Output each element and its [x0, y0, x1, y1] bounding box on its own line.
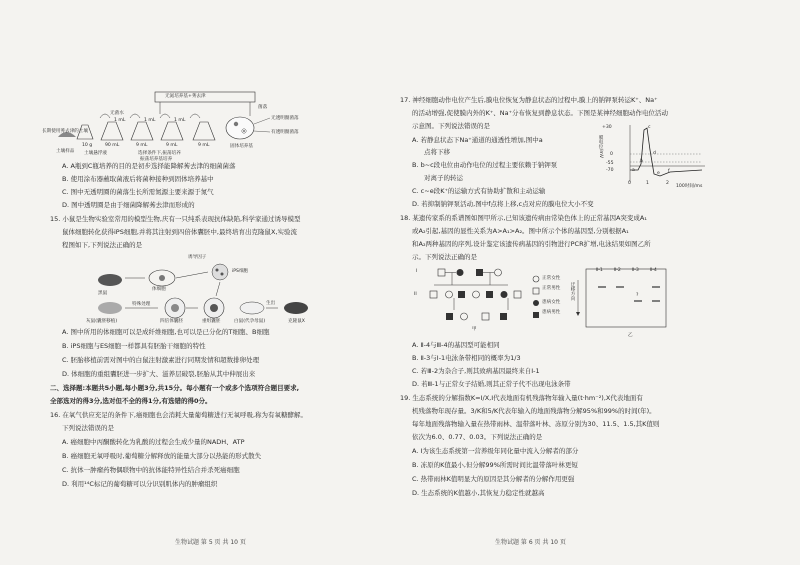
- q17-option-c: C. c~e段K⁺的运输方式有协助扩散和主动运输: [412, 187, 546, 195]
- suspension-label: 土壤悬浮液: [84, 151, 107, 156]
- water-label: 无菌水: [110, 111, 124, 116]
- section-2-heading-2: 全部选对的得3分,选对但不全的得1分,有选错的得0分。: [50, 397, 212, 405]
- q17-option-a-2: 点将下移: [424, 148, 450, 156]
- q14-option-b: B. 使用涂布器蘸取菌液后将菌种接种到固体培养基中: [62, 175, 214, 183]
- q15-option-c: C. 胚胎移植前需对图中的白鼠注射激素进行同期发情和超数排卵处理: [62, 356, 260, 364]
- gel-lane-3: Ⅱ-3: [632, 268, 639, 273]
- gray-mouse-label: 灰鼠(囊胚移植): [86, 319, 118, 324]
- legend-normal-male: 正常男性: [542, 286, 561, 291]
- tetraploid-label: 四倍体囊胚: [160, 319, 183, 324]
- legend-normal-female: 正常女性: [542, 276, 561, 281]
- dilution-2: 1 mL: [144, 118, 156, 123]
- q19-stem-1: 19. 生态系统的分解指数K=I/X,I代表地面有机残落物年输入量(t·hm⁻²),X代表地面有: [400, 394, 643, 402]
- q17-xtick-1: 1: [646, 181, 649, 186]
- q16-stem-2: 下列说法错误的是: [62, 424, 114, 432]
- q19-stem-3: 每年地面残落物输入量在热带雨林、温带落叶林、冻原分别为30、11.5、1.5,其K值则: [412, 420, 660, 428]
- q17-ylabel: 膜电位/mV: [598, 135, 603, 158]
- ips-label: iPS细胞: [232, 269, 249, 274]
- black-mouse-label: 黑鼠: [98, 291, 108, 296]
- inducer-label: 诱导因子: [188, 255, 207, 260]
- q17-point-e: e: [657, 171, 660, 176]
- q18-option-b: B. Ⅱ-3与Ⅰ-1电泳条带相同的概率为1/3: [412, 354, 521, 362]
- q17-ytick-0: 0: [610, 152, 613, 157]
- q17-point-d: d: [653, 151, 656, 156]
- q17-ytick-70: -70: [606, 168, 614, 173]
- q15-option-b: B. iPS细胞与ES细胞一样都具有胚胎干细胞的特性: [62, 342, 206, 350]
- vol-5: 9 mL: [198, 143, 210, 148]
- no-halo-label: 无透明圈菌落: [271, 116, 299, 121]
- page-6: [400, 0, 800, 565]
- surrogate-label: 白鼠(代孕母鼠): [234, 319, 266, 324]
- recombinant-label: 重组囊胚: [202, 319, 221, 324]
- q16-stem-1: 16. 在氧气供应充足的条件下,癌细胞也会消耗大量葡萄糖进行无氧呼吸,称为有氧糖酵解。: [50, 411, 308, 419]
- q18-stem-1: 18. 某遗传家系的系谱图如图甲所示,已知该遗传病由常染色体上的正常基因A突变成A₁: [400, 214, 647, 222]
- special-treat-label: 特殊处理: [132, 302, 151, 307]
- q15-option-d: D. 体细胞的重组囊胚进一步扩大、滋养层破裂,胚胎从其中伸展出来: [62, 370, 256, 378]
- page-footer-right: 生物试题 第 6 页 共 10 页: [495, 539, 566, 546]
- medium-label: 无氮培养基+莠去津: [165, 94, 206, 99]
- q18-option-c: C. 若Ⅲ-2为杂合子,则其致病基因最终来自Ⅰ-1: [412, 367, 540, 375]
- q16-option-c: C. 抗体一肿瘤药物偶联物中的抗体能特异性结合并杀死癌细胞: [62, 466, 240, 474]
- gen-i-label: I: [416, 269, 418, 274]
- q17-option-d: D. 若抑制钠钾泵活动,图中f点将上移,c点对应的膜电位大小不变: [412, 200, 594, 208]
- legend-affected-female: 患病女性: [542, 300, 561, 305]
- soil-label: 长期使用莠去津的土壤: [42, 129, 88, 134]
- vol-4: 9 mL: [166, 143, 178, 148]
- legend-affected-male: 患病男性: [542, 310, 561, 315]
- q16-option-a: A. 癌细胞中丙酮酸转化为乳酸的过程会生成少量的NADH、ATP: [62, 438, 245, 446]
- q19-option-c: C. 热带雨林K值明显大的原因是其分解者的分解作用更强: [412, 475, 575, 483]
- q18-option-d: D. 若Ⅲ-1与正常女子结婚,则其正常子代不出现电泳条带: [412, 380, 571, 388]
- q15-stem-3: 程图如下,下列说法正确的是: [62, 241, 143, 249]
- q17-point-f: f: [668, 169, 670, 174]
- q14-option-d: D. 图中透明圈是由于细菌降解莠去津而形成的: [62, 201, 195, 209]
- colony-label: 菌落: [258, 105, 268, 110]
- q17-ytick-55: -55: [606, 161, 614, 166]
- dilution-3: 1 mL: [174, 118, 186, 123]
- q16-option-b: B. 癌细胞无氧呼吸时,葡萄糖分解释放的能量大部分以热能的形式散失: [62, 452, 262, 460]
- q18-stem-4: 示。下列说法正确的是: [412, 253, 477, 261]
- q18-stem-3: 和A₂两种基因的序列,设计鉴定该遗传病基因的引物进行PCR扩增,电泳结果如图乙所: [412, 240, 651, 248]
- gel-lane-2: Ⅱ-2: [614, 268, 621, 273]
- halo-label: 有透明圈菌落: [271, 130, 299, 135]
- q19-option-b: B. 冻原的K值最小,但分解99%所需时间比温带落叶林更短: [412, 461, 578, 469]
- page-footer-left: 生物试题 第 5 页 共 10 页: [175, 539, 246, 546]
- dilution-1: 1 mL: [114, 118, 126, 123]
- q17-option-b: B. b~c段电位由动作电位的过程主要依赖于钠钾泵: [412, 161, 558, 169]
- select-label: 选择条件下,振荡培养: [138, 151, 181, 156]
- q17-xtick-0: 0: [628, 181, 631, 186]
- q17-stem-1: 17. 神经细胞动作电位产生后,膜电位恢复为静息状态的过程中,膜上的钠钾泵转运K⁺、Na⁺: [400, 96, 658, 104]
- vol-3: 9 mL: [136, 143, 148, 148]
- born-label: 生出: [266, 301, 276, 306]
- q17-point-c: c: [648, 125, 651, 130]
- caption-jia: 甲: [472, 327, 477, 332]
- gel-lane-1: Ⅱ-1: [596, 268, 603, 273]
- q15-stem-2: 鼠体细胞转化获得iPS细胞,并将其注射到四倍体囊胚中,最终培育出克隆鼠X,实验流: [62, 228, 298, 236]
- q14-option-c: C. 图中无透明圈的菌落生长所需氮源主要来源于氮气: [62, 188, 214, 196]
- clone-x-label: 克隆鼠X: [288, 319, 305, 324]
- gel-lane-4: Ⅱ-4: [650, 268, 657, 273]
- q19-stem-4: 依次为6.0、0.77、0.03。下列说法正确的是: [412, 433, 543, 441]
- q17-point-b: b: [640, 159, 643, 164]
- solid-medium-label: 固体培养基: [230, 144, 253, 149]
- gel-direction: 迁移方向: [570, 282, 575, 301]
- sample-label: 土壤样品: [56, 149, 75, 154]
- gel-question: ?: [636, 293, 639, 298]
- shake-label: 振荡培养基培养: [140, 157, 173, 162]
- q17-point-a: a: [632, 168, 635, 173]
- q17-option-a: A. 若静息状态下Na⁺通道的通透性增加,图中a: [412, 136, 543, 144]
- q18-stem-2: 或A₂引起,基因的显性关系为A>A₁>A₂。图中所示个体的基因型,分别根据A₁: [412, 227, 629, 235]
- q15-option-a: A. 图中所用的体细胞可以是成纤维细胞,也可以是已分化的T细胞、B细胞: [62, 328, 270, 336]
- gen-ii-label: II: [414, 292, 417, 297]
- caption-yi: 乙: [628, 333, 633, 338]
- somatic-cell-label: 体细胞: [152, 287, 166, 292]
- q17-stem-3: 示意图。下列说法错误的是: [412, 122, 490, 130]
- q19-option-a: A. I为该生态系统第一营养级年同化量中流入分解者的部分: [412, 447, 579, 455]
- q17-xtick-2: 2: [666, 181, 669, 186]
- q16-option-d: D. 利用¹⁴C标记的葡萄糖可以分识别肌体内的肿瘤组织: [62, 480, 218, 488]
- q14-diagram-lines: [0, 0, 400, 160]
- q15-diagram-shapes: [0, 250, 400, 330]
- q14-option-a: A. A瓶到C瓶培养的目的是初步选择能降解莠去津的细菌菌落: [62, 162, 236, 170]
- q18-option-a: A. Ⅱ-4与Ⅲ-4的基因型可能相同: [412, 341, 500, 349]
- q17-stem-2: 的活动增强,促使膜内外的K⁺、Na⁺分布恢复到静息状态。下图是某神经细胞动作电位活动: [412, 109, 669, 117]
- vol-2: 90 mL: [105, 143, 120, 148]
- section-2-heading: 二、选择题:本题共5小题,每小题3分,共15分。每小题有一个或多个选项符合题目要求,: [50, 384, 300, 392]
- q19-stem-2: 机残落物年现存量。3/K和5/K代表年输入的地面残落物分解95%和99%的时间(年)。: [412, 407, 656, 415]
- q17-xlabel: 100时间/ms: [676, 184, 703, 189]
- q17-ytick-30: +30: [602, 125, 612, 130]
- q15-stem-1: 15. 小鼠是生物实验室常用的模型生物,庆有一只纯系表现抗体缺陷,科学家通过诱导模型: [50, 215, 301, 223]
- q17-option-b-2: 对离子的转运: [424, 174, 463, 182]
- q19-option-d: D. 生态系统的K值越小,其恢复力稳定性就越高: [412, 489, 545, 497]
- vol-1: 10 g: [82, 143, 93, 148]
